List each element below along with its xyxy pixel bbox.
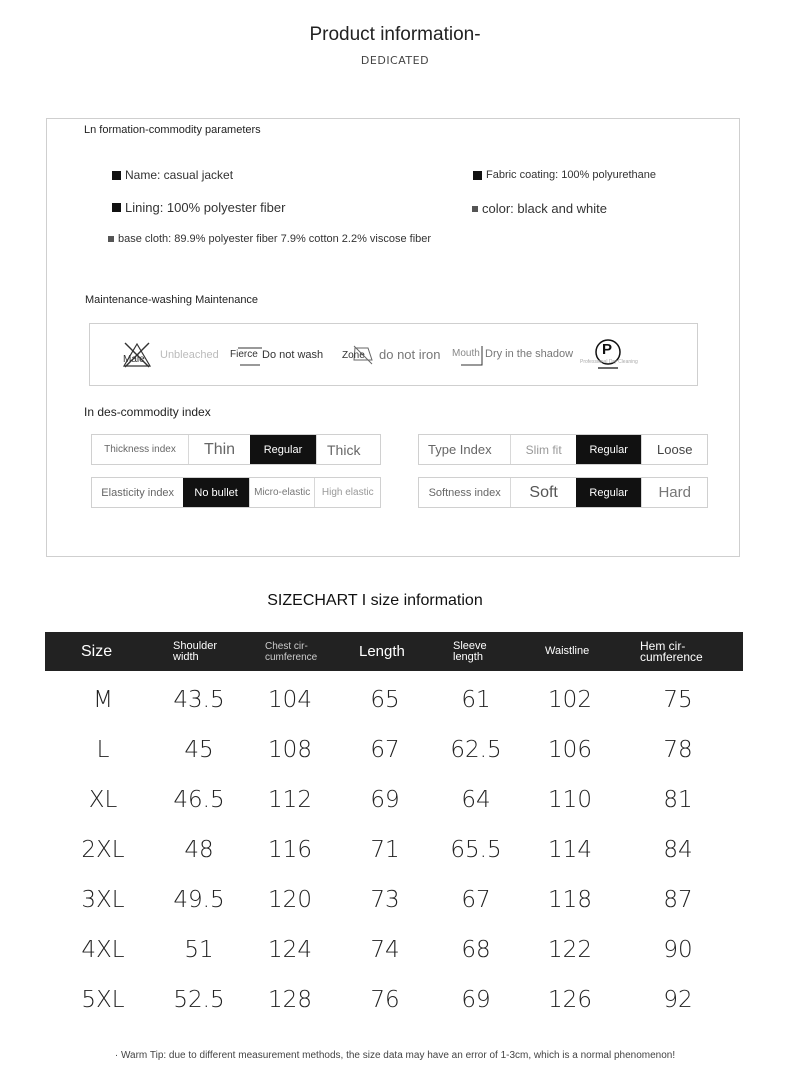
care-tag: Zone (342, 350, 365, 361)
measurement-cell: 74 (370, 937, 400, 963)
index-option-selected: Regular (250, 435, 316, 464)
bullet-icon (472, 206, 478, 212)
measurement-cell: 126 (548, 987, 592, 1013)
column-header: Chest cir-cumference (265, 640, 318, 663)
measurement-cell: 124 (268, 937, 312, 963)
measurement-cell: 108 (268, 737, 312, 763)
measurement-cell: 87 (663, 887, 693, 913)
measurement-cell: 69 (461, 987, 491, 1013)
index-option: Slim fit (510, 435, 576, 464)
table-row (45, 675, 743, 725)
elasticity-index-row (91, 477, 381, 508)
measurement-cell: 71 (370, 837, 400, 863)
measurement-cell: 68 (461, 937, 491, 963)
index-label: Thickness index (104, 444, 176, 455)
index-heading: In des-commodity index (84, 405, 211, 419)
measurement-cell: 128 (268, 987, 312, 1013)
measurement-cell: 65.5 (450, 837, 502, 863)
measurement-cell: 102 (548, 687, 592, 713)
measurement-cell: 43.5 (173, 687, 225, 713)
measurement-cell: 114 (548, 837, 592, 863)
column-header: Waistline (545, 645, 590, 657)
table-row (45, 825, 743, 875)
measurement-cell: 64 (461, 787, 491, 813)
index-option: Loose (641, 435, 707, 464)
softness-index-row (418, 477, 708, 508)
param-base-cloth: base cloth: 89.9% polyester fiber 7.9% cotton 2.2% viscose fiber (108, 233, 431, 245)
page-title: Product information- (309, 24, 481, 45)
size-cell: M (93, 687, 113, 713)
column-header: Hem cir-cumference (640, 638, 703, 664)
index-option: Thick (316, 435, 380, 464)
care-label: Unbleached (160, 349, 219, 361)
bullet-icon (473, 171, 482, 180)
care-label: Do not wash (262, 349, 324, 361)
measurement-cell: 73 (370, 887, 400, 913)
measurement-cell: 62.5 (450, 737, 502, 763)
care-tag: Mouth (452, 348, 480, 359)
param-lining: Lining: 100% polyester fiber (112, 200, 285, 215)
bullet-icon (108, 236, 114, 242)
index-option: Soft (510, 478, 576, 507)
size-cell: 4XL (81, 937, 125, 963)
index-option-selected: No bullet (183, 478, 249, 507)
measurement-cell: 52.5 (173, 987, 225, 1013)
measurement-cell: 51 (184, 937, 214, 963)
measurement-cell: 75 (663, 687, 693, 713)
column-header: Length (359, 643, 405, 660)
sizechart-header (45, 632, 743, 671)
measurement-cell: 110 (548, 787, 592, 813)
size-cell: 3XL (81, 887, 125, 913)
maintenance-heading: Maintenance-washing Maintenance (85, 294, 259, 306)
measurement-cell: 116 (268, 837, 312, 863)
measurement-cell: 67 (461, 887, 491, 913)
care-label: Dry in the shadow (485, 348, 574, 360)
measurement-cell: 118 (548, 887, 592, 913)
measurement-cell: 67 (370, 737, 400, 763)
table-row (45, 775, 743, 825)
index-label: Softness index (428, 486, 501, 499)
index-option: High elastic (314, 478, 380, 507)
measurement-cell: 106 (548, 737, 592, 763)
measurement-cell: 84 (663, 837, 693, 863)
measurement-cell: 90 (663, 937, 693, 963)
index-option: Thin (188, 435, 250, 464)
bullet-icon (112, 203, 121, 212)
measurement-cell: 46.5 (173, 787, 225, 813)
measurement-cell: 61 (461, 687, 491, 713)
measurement-cell: 76 (370, 987, 400, 1013)
measurement-cell: 81 (663, 787, 693, 813)
type-index-row (418, 434, 708, 465)
measurement-cell: 122 (548, 937, 592, 963)
measurement-cell: 120 (268, 887, 312, 913)
care-tag: Male (123, 354, 145, 365)
index-option: Hard (641, 478, 707, 507)
bullet-icon (112, 171, 121, 180)
page-subtitle: DEDICATED (360, 54, 430, 67)
dry-clean-p-letter: P (602, 341, 613, 358)
thickness-index-row (91, 434, 381, 465)
sizechart-title: SIZECHART I size information (267, 592, 483, 609)
index-label: Type Index (428, 442, 492, 457)
table-row (45, 725, 743, 775)
measurement-cell: 49.5 (173, 887, 225, 913)
warm-tip: · Warm Tip: due to different measurement methods, the size data may have an error of 1-3cm, which is a normal phenomenon! (114, 1050, 676, 1061)
index-option: Micro-elastic (249, 478, 315, 507)
column-header: Size (81, 643, 113, 660)
measurement-cell: 112 (268, 787, 312, 813)
param-name: Name: casual jacket (112, 168, 233, 182)
measurement-cell: 45 (184, 737, 214, 763)
measurement-cell: 78 (663, 737, 693, 763)
size-cell: XL (88, 787, 118, 813)
size-cell: L (96, 737, 110, 763)
measurement-cell: 92 (663, 987, 693, 1013)
measurement-cell: 48 (184, 837, 214, 863)
care-label: Professional Dry Cleaning (580, 359, 638, 365)
index-option-selected: Regular (576, 435, 642, 464)
size-cell: 5XL (81, 987, 125, 1013)
param-fabric-coating: Fabric coating: 100% polyurethane (473, 169, 656, 181)
care-tag: Fierce (230, 349, 258, 360)
index-label: Elasticity index (101, 486, 175, 499)
index-option-selected: Regular (576, 478, 642, 507)
table-row (45, 925, 743, 975)
size-cell: 2XL (81, 837, 125, 863)
table-row (45, 875, 743, 925)
measurement-cell: 104 (268, 687, 312, 713)
param-color: color: black and white (472, 201, 607, 216)
measurement-cell: 69 (370, 787, 400, 813)
column-header: Sleeve length (453, 639, 487, 663)
measurement-cell: 65 (370, 687, 400, 713)
column-header: Shoulder width (173, 639, 218, 663)
care-label: do not iron (379, 347, 441, 362)
table-row (45, 975, 743, 1025)
params-heading: Ln formation-commodity parameters (84, 124, 261, 136)
